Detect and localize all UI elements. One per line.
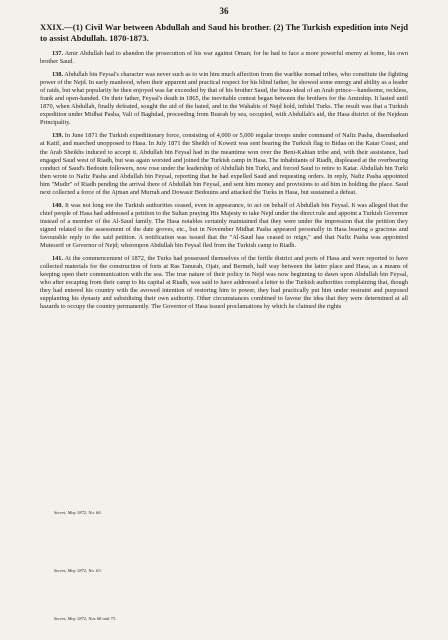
paragraph-text: Amir Abdullah had to abandon the prosecution of his war against Oman; for he had to face a more powerful enemy at home, his own brother Saud. (40, 50, 408, 66)
paragraph-137 (40, 50, 408, 66)
margin-note: Secret, May 1872, Nos 68 and 73. (54, 616, 117, 621)
paragraph-141 (40, 255, 408, 311)
paragraph-text: In June 1871 the Turkish expeditionary force, consisting of 4,000 or 5,000 regular troops under command of Nafiz Pasha, disembarked at Katif, and marched unopposed to Hasa. In July 1871 the Sheikh of Koweit was sent bearing the Turkish flag to Bidaa on the Katar Coast, and the Arab Sheikhs induced to accept it. Abdullah bin Feysal had in the meantime won over the Beni-Kahtan tribe and, with their assistance, had engaged Saud west of Riadh, but was again worsted and joined the Turkish camp in Hasa. The inhabitants of Riadh, displeased at the overbearing conduct of Saud's Bedouin followers, now rose under the leadership of Abdullah bin Turki, and forced Saud to retire to Katar. Abdullah bin Turki then wrote to Nafiz Pasha and Abdullah bin Feysal, reporting that he had expelled Saud and requesting orders. In reply, Nafiz Pasha appointed him "Mudir" of Riadh pending the arrival there of Abdullah bin Feysal, and sent him money and provisions to aid him in holding the place. Saud next collected a force of the Ajman and Murrah and Dowasir Bedouins and attacked the Turks in Hasa, but sustained a defeat. (40, 132, 409, 196)
paragraph-number: 140. (52, 201, 64, 209)
paragraph-number: 138. (52, 71, 64, 79)
paragraph-number: 137. (52, 50, 64, 57)
margin-note: Secret, May 1872, No. 63. (54, 568, 102, 573)
paragraph-140 (40, 202, 408, 250)
section-heading: XXIX.—(1) Civil War between Abdullah and Saud his brother. (2) The Turkish expedition into Nejd to assist Abdullah. 1870-1873. (40, 22, 408, 43)
paragraph-139 (40, 132, 408, 196)
paragraph-number: 139. (52, 132, 64, 140)
page-number: 36 (219, 6, 229, 16)
paragraph-text: Abdullah bin Feysal's character was never such as to win him much affection from the warlike nomad tribes, who constitute the fighting power of the Nejd. In early manhood, when their apparent and practical respect for his blind father, he showed some energy and ability as a leader of raids, but what popularity he then enjoyed was far exceeded by that of his brother Saud, the beau-ideal of an Arab prince—handsome, reckless, frank and open-handed. On their father, Feysal's death in 1865, the inevitable contest began between the brothers for the Amirship. It lasted until 1870, when Abdullah, finally defeated, sought the aid of the hated, and in the Wahabis of Nejd hold, infidel Turks. The result was that a Turkish expedition under Midhat Pasha, Vali of Baghdad, proceeding from Busrah by sea, occupied, with Abdullah's aid, the Hasa district of the Nejdean Principality. (40, 71, 408, 127)
paragraph-138 (40, 71, 408, 127)
margin-note: Secret, May 1872, No. 66. (54, 510, 102, 515)
paragraph-text: It was not long ere the Turkish authorities ceased, even in appearance, to act on behalf of Abdullah bin Feysal. It was alleged that the chief people of Hasa had addressed a petition to the Sultan praying His Majesty to take Nejd under the direct rule and appoint a Turkish Governor instead of a member of the Al-Saud family. The Hasa notables certainly maintained that they were under the impression that the petition they signed related to the assessment of the date groves, etc., but in November Midhat Pasha appeared personally in Hasa bearing a gracious and favourable reply to the said petition. A notification was issued that the "Al-Saud has ceased to reign," and that Nafiz Pasha was appointed Mutessrif or Governor of Nejd; whereupon Abdullah bin Feysal fled from the Turkish camp to Riadh. (40, 201, 409, 250)
paragraph-number: 141. (52, 255, 64, 263)
paragraph-text: At the commencement of 1872, the Turks had possessed themselves of the fertile district and ports of Hasa and were reported to have collected materials for the construction of forts at Ras Tanurah, Ojair, and Bermeh, half way between the latter place and Hasa, as a means of keeping open their communication with the sea. The true nature of their policy in Nejd was now beginning to dawn upon Abdullah bin Feysal, who after escaping from their camp to his capital at Riadh, was said to have addressed a letter to the Turkish authorities complaining that, though they had entered his country with the avowed intention of restoring him to power, they had practically put him under restraint and purposed supplanting his dynasty and subsidising their own authority. Other circumstances combined to favour the idea that they were determined at all hazards to occupy the country permanently. The Governor of Hasa issued proclamations by which he claimed the rights (40, 255, 409, 311)
